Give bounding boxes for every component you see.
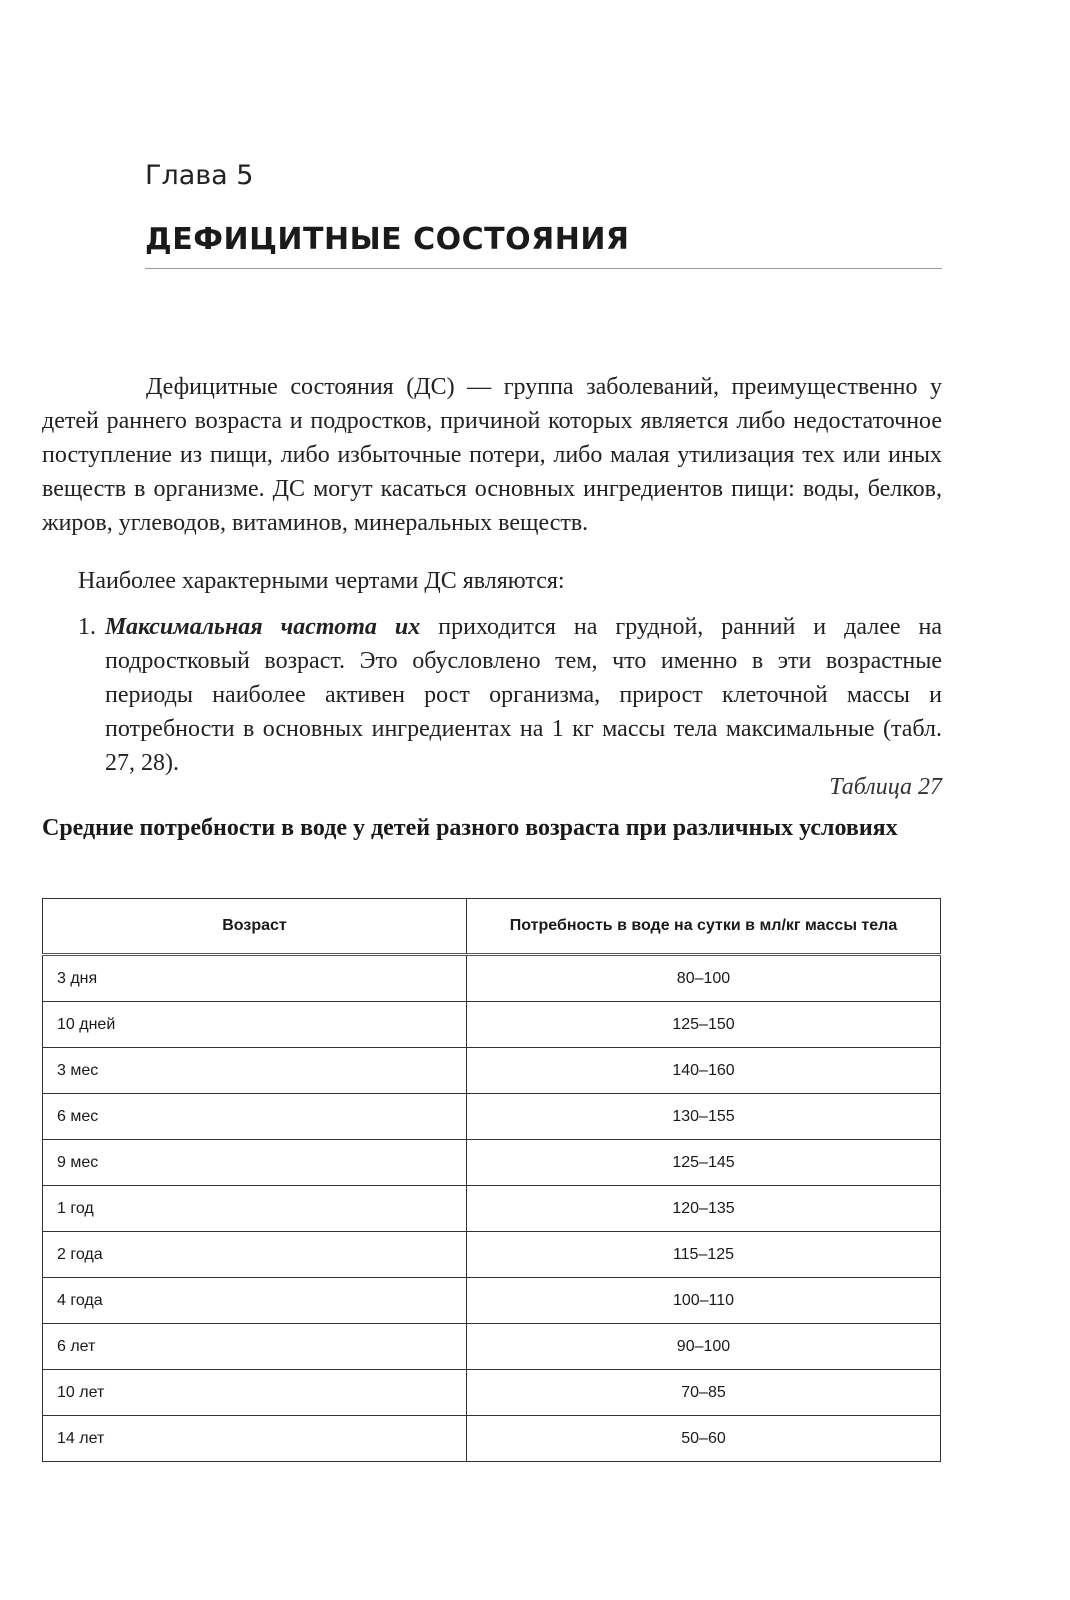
cell-age: 6 лет xyxy=(43,1324,467,1370)
chapter-title: ДЕФИЦИТНЫЕ СОСТОЯНИЯ xyxy=(145,222,630,257)
water-needs-table xyxy=(42,898,941,1462)
table-row xyxy=(43,1002,941,1048)
cell-value: 50–60 xyxy=(467,1416,941,1462)
cell-value: 80–100 xyxy=(467,955,941,1002)
cell-age: 3 мес xyxy=(43,1048,467,1094)
table-row xyxy=(43,1140,941,1186)
cell-age: 9 мес xyxy=(43,1140,467,1186)
table-row xyxy=(43,1324,941,1370)
table-row xyxy=(43,1094,941,1140)
cell-age: 10 дней xyxy=(43,1002,467,1048)
cell-value: 120–135 xyxy=(467,1186,941,1232)
table-row xyxy=(43,1232,941,1278)
cell-value: 130–155 xyxy=(467,1094,941,1140)
table-caption: Средние потребности в воде у детей разного возраста при различных условиях xyxy=(42,815,898,841)
title-divider xyxy=(145,268,942,269)
cell-value: 100–110 xyxy=(467,1278,941,1324)
table-row xyxy=(43,1186,941,1232)
table-row xyxy=(43,1048,941,1094)
cell-value: 70–85 xyxy=(467,1370,941,1416)
table-row xyxy=(43,1370,941,1416)
list-item-content xyxy=(105,610,942,780)
table-row xyxy=(43,955,941,1002)
header-water-need: Потребность в воде на сутки в мл/кг массы тела xyxy=(467,899,941,955)
list-item-number: 1. xyxy=(78,614,96,640)
cell-age: 2 года xyxy=(43,1232,467,1278)
cell-age: 3 дня xyxy=(43,955,467,1002)
list-item-1 xyxy=(78,610,942,780)
table-reference: Таблица 27 xyxy=(829,774,942,800)
cell-value: 90–100 xyxy=(467,1324,941,1370)
cell-age: 14 лет xyxy=(43,1416,467,1462)
chapter-label: Глава 5 xyxy=(145,160,254,191)
cell-value: 140–160 xyxy=(467,1048,941,1094)
intro-paragraph: Дефицитные состояния (ДС) — группа заболеваний, преимущественно у детей раннего возраста и подростков, причиной которых является либо недостаточное поступление из пищи, либо избыточные потери, либо малая утилизация тех или иных веществ в организме. ДС могут касаться основных ингредиентов пищи: воды, белков, жиров, углеводов, витаминов, минеральных веществ. xyxy=(42,374,942,536)
cell-value: 125–150 xyxy=(467,1002,941,1048)
list-item-emphasis: Максимальная частота их xyxy=(105,614,421,640)
table-row xyxy=(43,1416,941,1462)
list-item-text: приходится на грудной, ранний и далее на подростковый возраст. Это обусловлено тем, что именно в эти возрастные периоды наиболее активен рост организма, прирост клеточной массы и потребности в основных ингредиентах на 1 кг массы тела максимальные (табл. 27, 28). xyxy=(105,614,942,776)
cell-age: 10 лет xyxy=(43,1370,467,1416)
cell-value: 125–145 xyxy=(467,1140,941,1186)
cell-age: 4 года xyxy=(43,1278,467,1324)
table-row xyxy=(43,1278,941,1324)
header-age: Возраст xyxy=(43,899,467,955)
table-header-row xyxy=(43,899,941,955)
cell-age: 1 год xyxy=(43,1186,467,1232)
cell-age: 6 мес xyxy=(43,1094,467,1140)
features-lead-paragraph: Наиболее характерными чертами ДС являются: xyxy=(78,568,565,594)
cell-value: 115–125 xyxy=(467,1232,941,1278)
